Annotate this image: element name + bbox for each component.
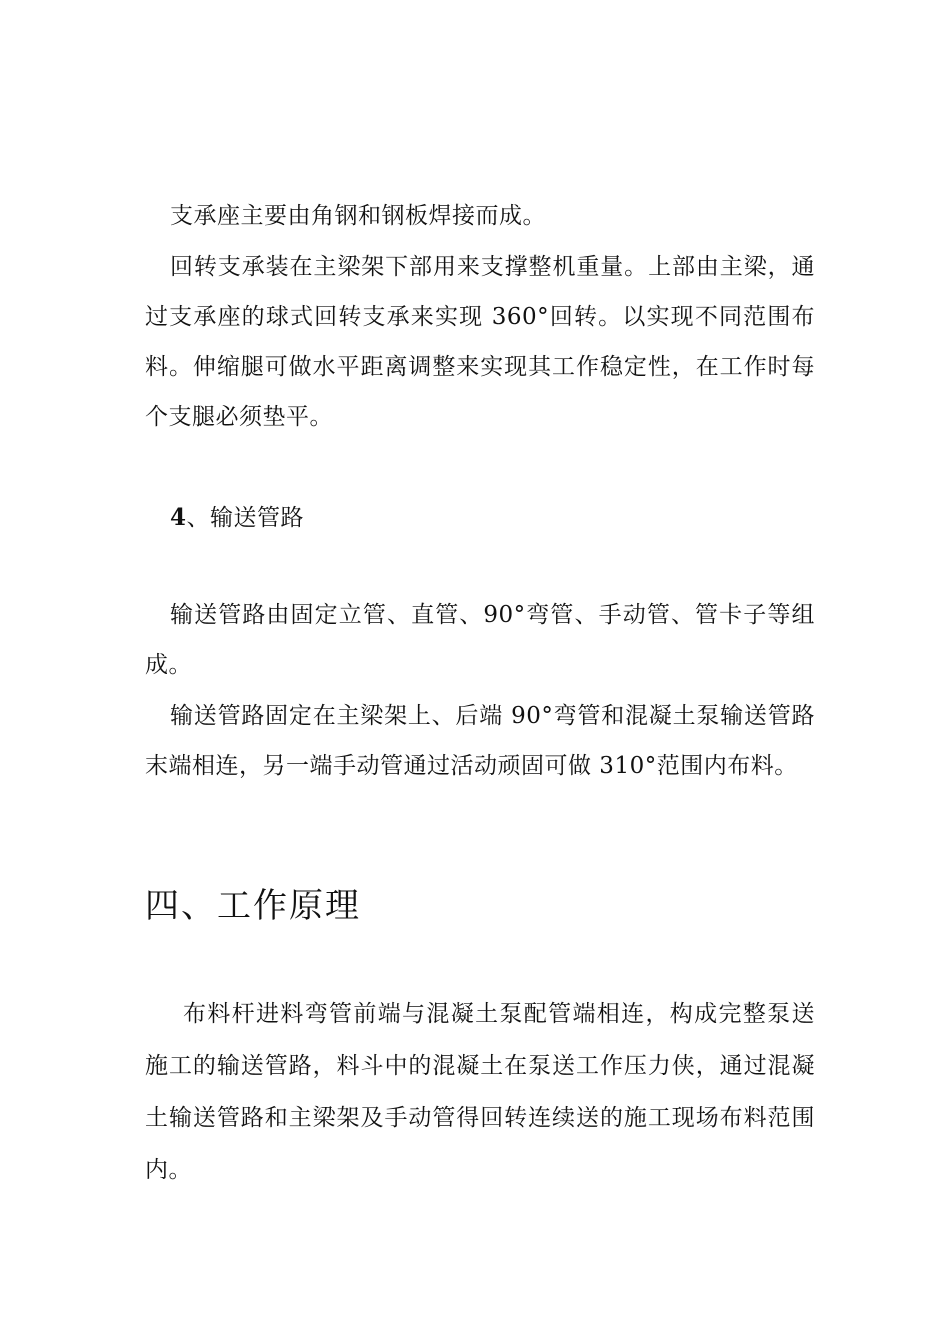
paragraph-pipeline-composition: 输送管路由固定立管、直管、90°弯管、手动管、管卡子等组成。 <box>145 602 815 678</box>
paragraph-working-principle: 布料杆进料弯管前端与混凝土泵配管端相连，构成完整泵送施工的输送管路，料斗中的混凝土在泵送工作压力侠，通过混凝土输送管路和主梁架及手动管得回转连续送的施工现场布料范围内。 <box>145 1001 815 1183</box>
paragraph-support-seat: 支承座主要由角钢和钢板焊接而成。 <box>170 203 546 229</box>
subsection-number: 4 <box>170 504 187 531</box>
subsection-heading <box>170 493 304 543</box>
subsection-title: 、输送管路 <box>186 505 305 531</box>
section-heading: 四、工作原理 <box>145 886 361 926</box>
paragraph-pipeline-mounting: 输送管路固定在主梁架上、后端 90°弯管和混凝土泵输送管路末端相连，另一端手动管通过活动顽固可做 310°范围内布料。 <box>145 703 815 779</box>
paragraph-slewing-bearing: 回转支承装在主梁架下部用来支撑整机重量。上部由主梁，通过支承座的球式回转支承来实现 360°回转。以实现不同范围布料。伸缩腿可做水平距离调整来实现其工作稳定性，在工作时每个支腿必须垫平。 <box>145 254 815 430</box>
